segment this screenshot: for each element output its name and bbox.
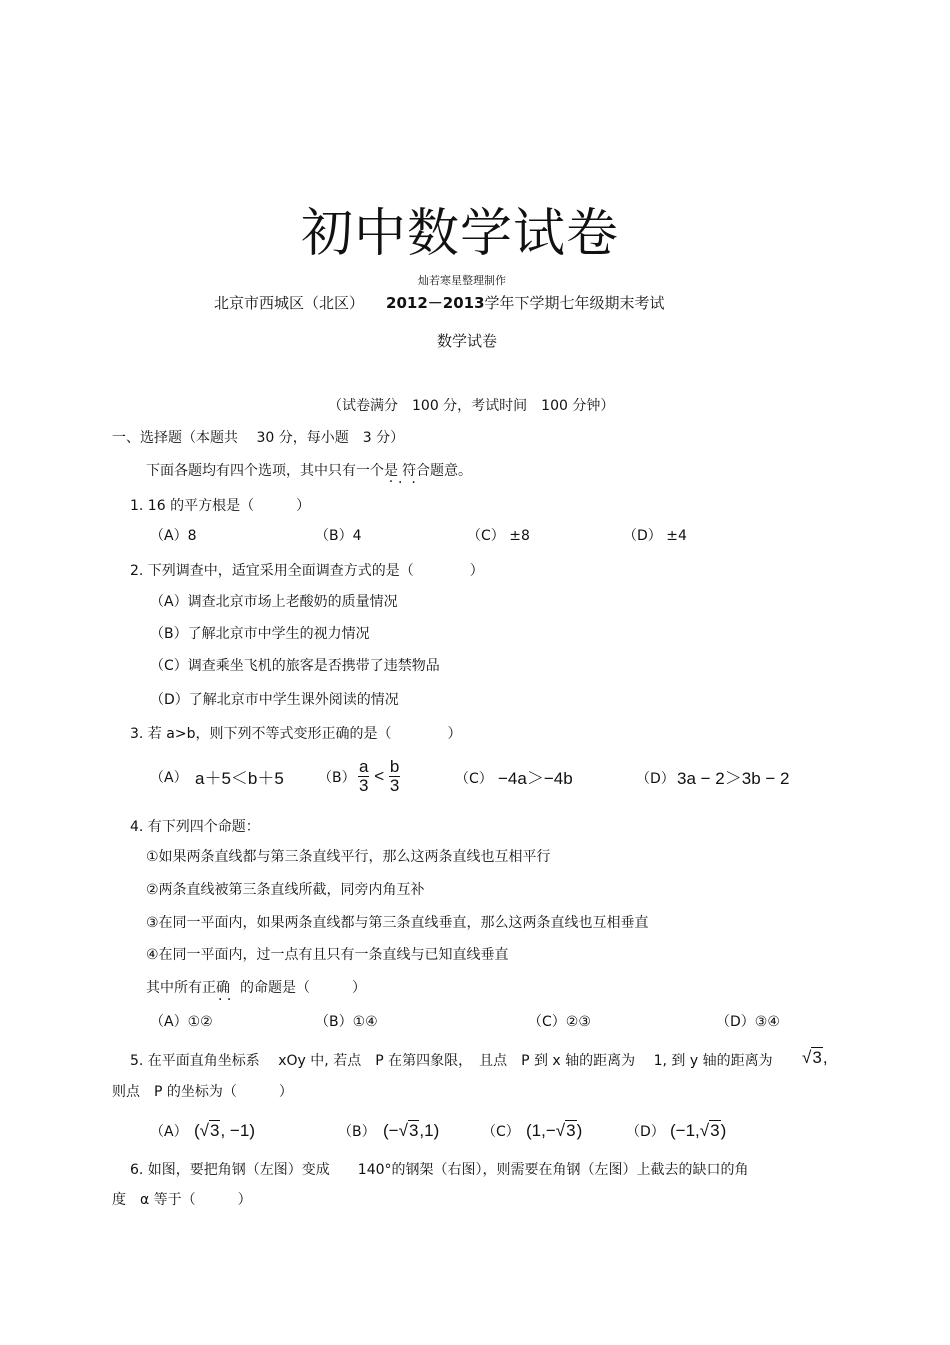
exam-title-term: 学年下学期七年级期末考试 bbox=[484, 294, 665, 312]
question-3-label-a: （A） bbox=[150, 770, 188, 786]
question-5-label-d: （D） bbox=[626, 1124, 665, 1140]
exam-title-years: 2012－2013 bbox=[386, 294, 485, 312]
paren: (− bbox=[383, 1121, 399, 1140]
question-1-option-a: （A）8 bbox=[150, 528, 197, 544]
question-4-prop-4: ④在同一平面内，过一点有且只有一条直线与已知直线垂直 bbox=[146, 947, 509, 963]
paren: (1,− bbox=[526, 1121, 556, 1140]
paren: (−1, bbox=[670, 1121, 700, 1140]
coord-tail: ) bbox=[720, 1121, 727, 1140]
instruction-text: 下面各题均有四个选项，其中只有一个 bbox=[146, 463, 384, 479]
question-4-prop-1: ①如果两条直线都与第三条直线平行，那么这两条直线也互相平行 bbox=[146, 849, 551, 865]
coord-tail: ) bbox=[576, 1121, 583, 1140]
sqrt-symbol: √3 bbox=[398, 1121, 419, 1140]
question-5-option-c bbox=[526, 1121, 582, 1141]
question-5-sqrt bbox=[802, 1048, 828, 1068]
fraction-a-over-3 bbox=[358, 758, 369, 795]
question-4-prop-2: ②两条直线被第三条直线所截，同旁内角互补 bbox=[146, 882, 425, 898]
question-2-option-a: （A）调查北京市场上老酸奶的质量情况 bbox=[150, 594, 398, 610]
sqrt-symbol: √3 bbox=[699, 1121, 720, 1140]
stem-comma: , bbox=[822, 1048, 828, 1067]
question-2-option-d: （D）了解北京市中学生课外阅读的情况 bbox=[150, 692, 399, 708]
sqrt-radicand: 3 bbox=[710, 1121, 720, 1140]
question-1-option-c: （C） ±8 bbox=[467, 528, 530, 544]
question-3-stem: 3. 若 a>b，则下列不等式变形正确的是（ ） bbox=[130, 726, 462, 742]
question-4-stem: 4. 有下列四个命题： bbox=[130, 819, 260, 835]
question-5-option-b bbox=[383, 1121, 439, 1141]
fraction-b-over-3 bbox=[389, 758, 400, 795]
question-3-option-a: a＋5＜b＋5 bbox=[195, 769, 284, 788]
question-5-line2: 则点 P 的坐标为（ ） bbox=[112, 1084, 293, 1100]
question-3-option-c: −4a＞−4b bbox=[498, 769, 573, 788]
paren: ( bbox=[194, 1121, 200, 1140]
section-heading: 一、选择题（本题共 30 分，每小题 3 分） bbox=[112, 430, 405, 446]
coord-tail: ,1) bbox=[419, 1121, 440, 1140]
sqrt-radicand: 3 bbox=[210, 1121, 220, 1140]
fraction-denominator: 3 bbox=[389, 776, 400, 795]
section-instruction bbox=[146, 462, 472, 480]
question-4-option-d: （D）③④ bbox=[716, 1014, 780, 1030]
question-4-option-b: （B）①④ bbox=[315, 1014, 378, 1030]
question-4-option-c: （C）②③ bbox=[528, 1014, 591, 1030]
sqrt-radicand: 3 bbox=[566, 1121, 576, 1140]
question-6-stem: 6. 如图，要把角钢（左图）变成 140°的钢架（右图），则需要在角钢（左图）上截去的缺口的角 bbox=[130, 1162, 749, 1178]
exam-title-region: 北京市西城区（北区） bbox=[214, 294, 365, 312]
question-5-option-d bbox=[670, 1121, 726, 1141]
maker-credit: 灿若寒星整理制作 bbox=[418, 274, 506, 287]
fraction-numerator: b bbox=[389, 757, 400, 776]
question-5-label-a: （A） bbox=[150, 1124, 188, 1140]
sqrt-symbol: √3 bbox=[802, 1048, 822, 1067]
emphasis-correct: 正确 bbox=[202, 980, 230, 996]
ask-tail: 的命题是（ ） bbox=[240, 980, 366, 996]
question-4-prop-3: ③在同一平面内，如果两条直线都与第三条直线垂直，那么这两条直线也互相垂直 bbox=[146, 915, 649, 931]
question-1-option-d: （D） ±4 bbox=[623, 528, 687, 544]
emphasis-dots: · · bbox=[398, 475, 416, 491]
ask-text: 其中所有 bbox=[146, 980, 202, 996]
question-3-label-d: （D） bbox=[636, 771, 675, 787]
exam-title bbox=[214, 293, 665, 313]
question-1-option-b: （B）4 bbox=[315, 528, 362, 544]
main-title: 初中数学试卷 bbox=[301, 204, 620, 264]
question-2-option-b: （B）了解北京市中学生的视力情况 bbox=[150, 626, 370, 642]
question-3-option-d: 3a − 2＞3b − 2 bbox=[677, 769, 790, 788]
question-5-option-a bbox=[194, 1121, 255, 1141]
question-3-option-b bbox=[358, 758, 400, 795]
exam-info: （试卷满分 100 分，考试时间 100 分钟） bbox=[328, 398, 615, 414]
coord-tail: , −1) bbox=[220, 1121, 255, 1140]
less-than-sign: < bbox=[374, 766, 385, 786]
sqrt-symbol: √3 bbox=[199, 1121, 220, 1140]
sqrt-symbol: √3 bbox=[555, 1121, 576, 1140]
question-5-stem: 5. 在平面直角坐标系 xOy 中, 若点 P 在第四象限， 且点 P 到 x 轴的距离为 1, 到 y 轴的距离为 bbox=[130, 1053, 773, 1069]
question-2-stem: 2. 下列调查中，适宜采用全面调查方式的是（ ） bbox=[130, 563, 484, 579]
question-2-option-c: （C）调查乘坐飞机的旅客是否携带了违禁物品 bbox=[150, 658, 440, 674]
question-3-label-c: （C） bbox=[455, 771, 493, 787]
sqrt-radicand: 3 bbox=[408, 1121, 419, 1140]
sqrt-radicand: 3 bbox=[812, 1048, 822, 1067]
fraction-numerator: a bbox=[359, 757, 369, 776]
question-5-label-b: （B） bbox=[338, 1124, 376, 1140]
subject-title: 数学试卷 bbox=[437, 332, 498, 350]
fraction-denominator: 3 bbox=[359, 776, 369, 795]
question-4-option-a: （A）①② bbox=[150, 1014, 213, 1030]
question-4-ask bbox=[146, 979, 366, 997]
question-3-label-b: （B） bbox=[318, 770, 356, 786]
emphasis-word: 是 bbox=[384, 463, 398, 479]
instruction-tail: 符合题意。 bbox=[402, 463, 472, 479]
emphasis-dots: · · bbox=[218, 992, 232, 1008]
question-5-label-c: （C） bbox=[482, 1124, 520, 1140]
question-1-stem: 1. 16 的平方根是（ ） bbox=[130, 498, 311, 514]
question-6-line2: 度 α 等于（ ） bbox=[112, 1192, 252, 1208]
